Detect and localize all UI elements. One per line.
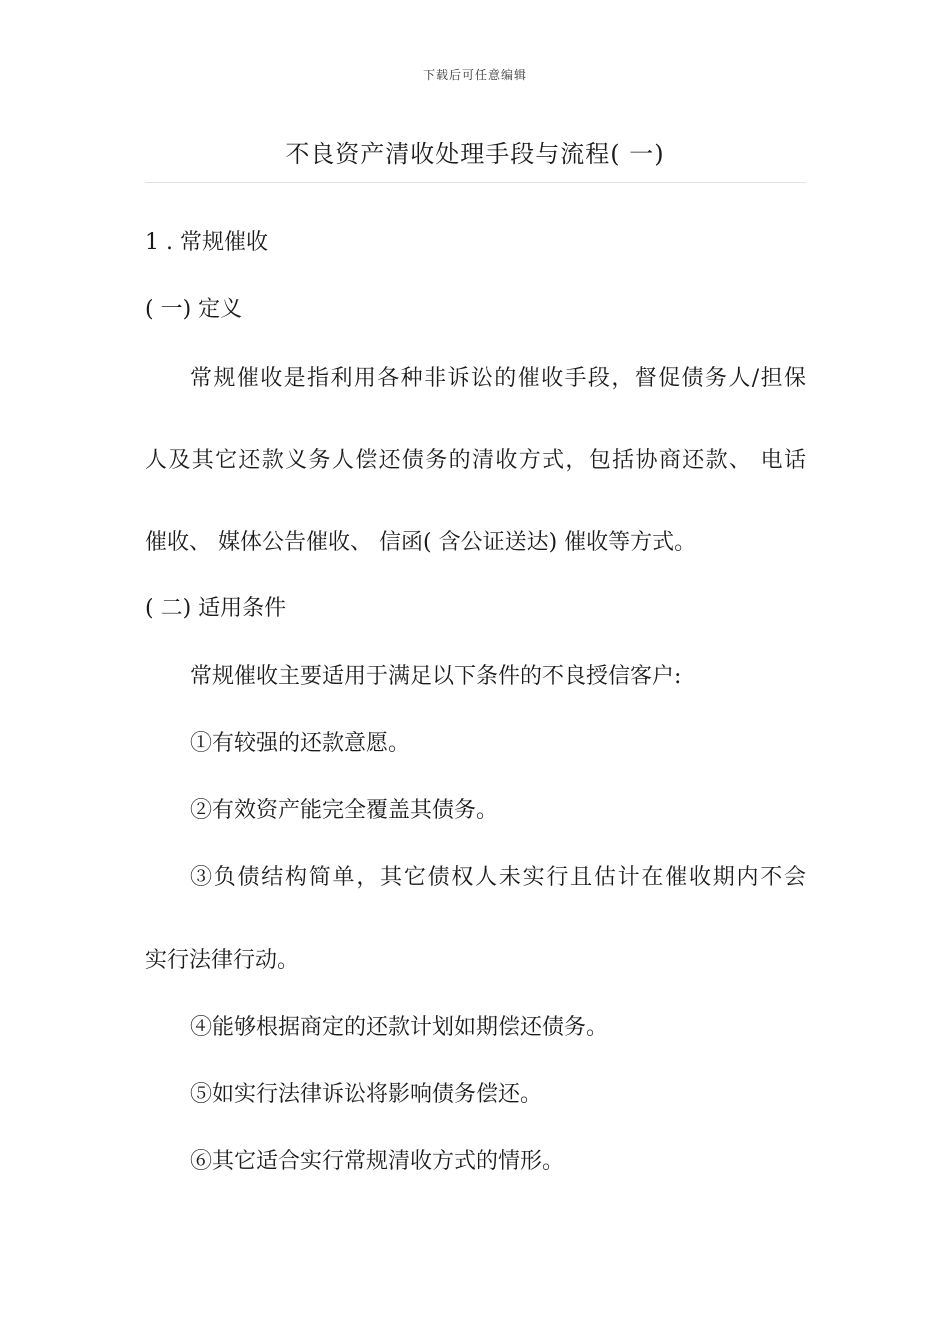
- subsection-heading-definition: ( 一) 定义: [145, 297, 243, 322]
- condition-item: ⑤如实行法律诉讼将影响债务偿还。: [190, 1082, 543, 1107]
- title-divider: [145, 182, 806, 183]
- condition-item: ④能够根据商定的还款计划如期偿还债务。: [190, 1015, 609, 1040]
- condition-item: ①有较强的还款意愿。: [190, 731, 411, 756]
- definition-paragraph-line: 常规催收是指利用各种非诉讼的催收手段，督促债务人/担保: [190, 366, 806, 391]
- definition-paragraph-line: 人及其它还款义务人偿还债务的清收方式，包括协商还款、 电话: [145, 448, 806, 473]
- header-note: 下载后可任意编辑: [422, 68, 527, 82]
- condition-item: ⑥其它适合实行常规清收方式的情形。: [190, 1149, 565, 1174]
- section-heading-regular-collection: 1 . 常规催收: [145, 230, 268, 255]
- condition-item: ②有效资产能完全覆盖其债务。: [190, 798, 499, 823]
- document-title: 不良资产清收处理手段与流程( 一): [285, 140, 665, 168]
- conditions-intro: 常规催收主要适用于满足以下条件的不良授信客户:: [190, 664, 682, 689]
- condition-item: ③负债结构简单，其它债权人未实行且估计在催收期内不会: [190, 865, 806, 890]
- condition-item-continuation: 实行法律行动。: [145, 948, 300, 973]
- subsection-heading-conditions: ( 二) 适用条件: [145, 596, 287, 621]
- definition-paragraph-line: 催收、 媒体公告催收、 信函( 含公证送达) 催收等方式。: [145, 530, 697, 555]
